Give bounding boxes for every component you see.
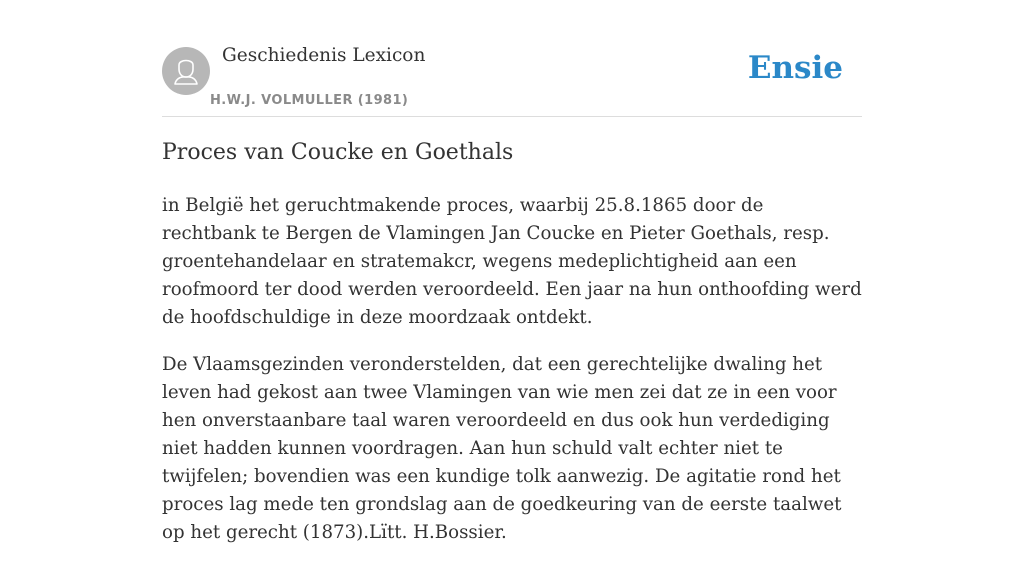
book-title[interactable]: Geschiedenis Lexicon	[222, 45, 426, 66]
user-silhouette-icon	[162, 47, 210, 95]
article-body	[162, 192, 862, 566]
page-header	[162, 0, 862, 117]
article-paragraph: in België het geruchtmakende proces, waarbij 25.8.1865 door de rechtbank te Bergen de Vlamingen Jan Coucke en Pieter Goethals, resp. groentehandelaar en stratemakcr, wegens medeplichtigheid aan een roofmoord ter dood werden veroordeeld. Een jaar na hun onthoofding werd de hoofdschuldige in deze moordzaak ontdekt.	[162, 195, 862, 328]
article-paragraph: De Vlaamsgezinden veronderstelden, dat een gerechtelijke dwaling het leven had gekost aan twee Vlamingen van wie men zei dat ze in een voor hen onverstaanbare taal waren veroordeeld en dus ook hun verdediging niet hadden kunnen voordragen. Aan hun schuld valt echter niet te twijfelen; bovendien was een kundige tolk aanwezig. De agitatie rond het proces lag mede ten grondslag aan de goedkeuring van de eerste taalwet op het gerecht (1873).Lïtt. H.Bossier.	[162, 354, 842, 543]
author-byline[interactable]: H.W.J. VOLMULLER (1981)	[210, 93, 409, 108]
ensie-logo[interactable]: Ensie	[747, 50, 843, 86]
article-title: Proces van Coucke en Goethals	[162, 140, 514, 165]
avatar[interactable]	[162, 47, 210, 95]
